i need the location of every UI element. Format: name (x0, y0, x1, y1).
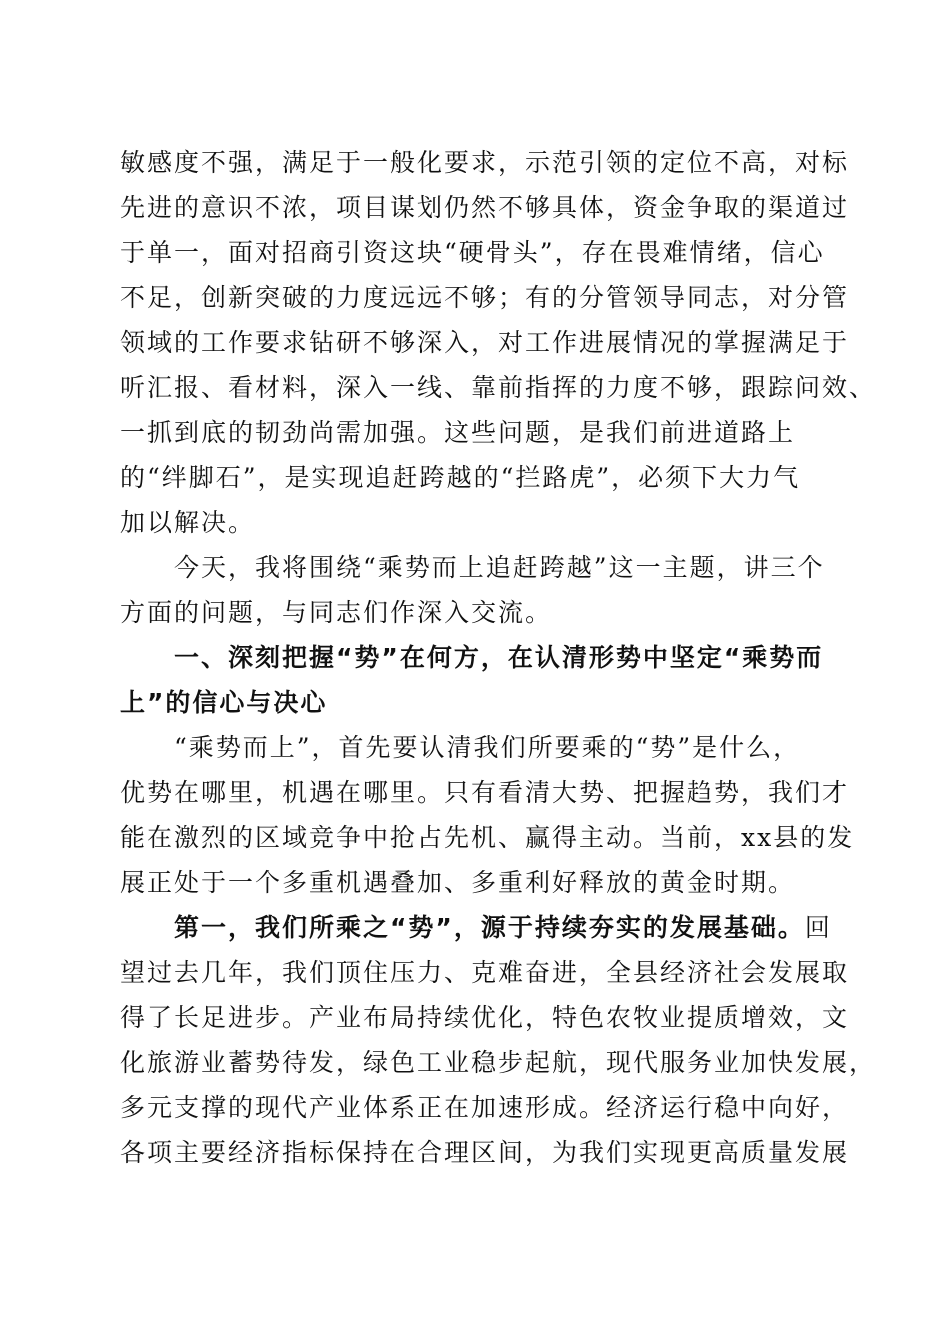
paragraph-line: 听汇报、看材料，深入一线、靠前指挥的力度不够，跟踪问效、 (120, 373, 877, 402)
paragraph-text: 回 (804, 913, 832, 942)
paragraph-line: “乘势而上”，首先要认清我们所要乘的“势”是什么， (174, 733, 801, 762)
paragraph-line: 先进的意识不浓，项目谋划仍然不够具体，资金争取的渠道过 (120, 193, 850, 222)
paragraph-line: 得了长足进步。产业布局持续优化，特色农牧业提质增效，文 (120, 1003, 850, 1032)
paragraph-line: 化旅游业蓄势待发，绿色工业稳步起航，现代服务业加快发展， (120, 1048, 877, 1077)
paragraph-line: 优势在哪里，机遇在哪里。只有看清大势、把握趋势，我们才 (120, 778, 850, 807)
paragraph-line: 今天，我将围绕“乘势而上追赶跨越”这一主题，讲三个 (174, 553, 825, 582)
paragraph-line: 一抓到底的韧劲尚需加强。这些问题，是我们前进道路上 (120, 418, 796, 447)
section-heading: 上”的信心与决心 (120, 688, 328, 717)
paragraph-line (174, 911, 832, 945)
paragraph-line: 方面的问题，与同志们作深入交流。 (120, 598, 553, 627)
paragraph-line: 各项主要经济指标保持在合理区间，为我们实现更高质量发展 (120, 1138, 850, 1167)
paragraph-line: 展正处于一个多重机遇叠加、多重利好释放的黄金时期。 (120, 868, 796, 897)
section-heading: 一、深刻把握“势”在何方，在认清形势中坚定“乘势而 (174, 643, 824, 672)
paragraph-line: 领域的工作要求钻研不够深入，对工作进展情况的掌握满足于 (120, 328, 850, 357)
bold-lead-sentence: 第一，我们所乘之“势”，源于持续夯实的发展基础。 (174, 913, 805, 942)
paragraph-line: 的“绊脚石”，是实现追赶跨越的“拦路虎”，必须下大力气 (120, 463, 801, 492)
paragraph-line: 敏感度不强，满足于一般化要求，示范引领的定位不高，对标 (120, 148, 850, 177)
paragraph-line: 不足，创新突破的力度远远不够；有的分管领导同志，对分管 (120, 283, 850, 312)
paragraph-line: 加以解决。 (120, 508, 256, 537)
paragraph-line: 多元支撑的现代产业体系正在加速形成。经济运行稳中向好， (120, 1093, 850, 1122)
paragraph-line: 能在激烈的区域竞争中抢占先机、赢得主动。当前，xx县的发 (120, 823, 855, 852)
paragraph-line: 于单一，面对招商引资这块“硬骨头”，存在畏难情绪，信心 (120, 238, 825, 267)
paragraph-line: 望过去几年，我们顶住压力、克难奋进，全县经济社会发展取 (120, 958, 850, 987)
